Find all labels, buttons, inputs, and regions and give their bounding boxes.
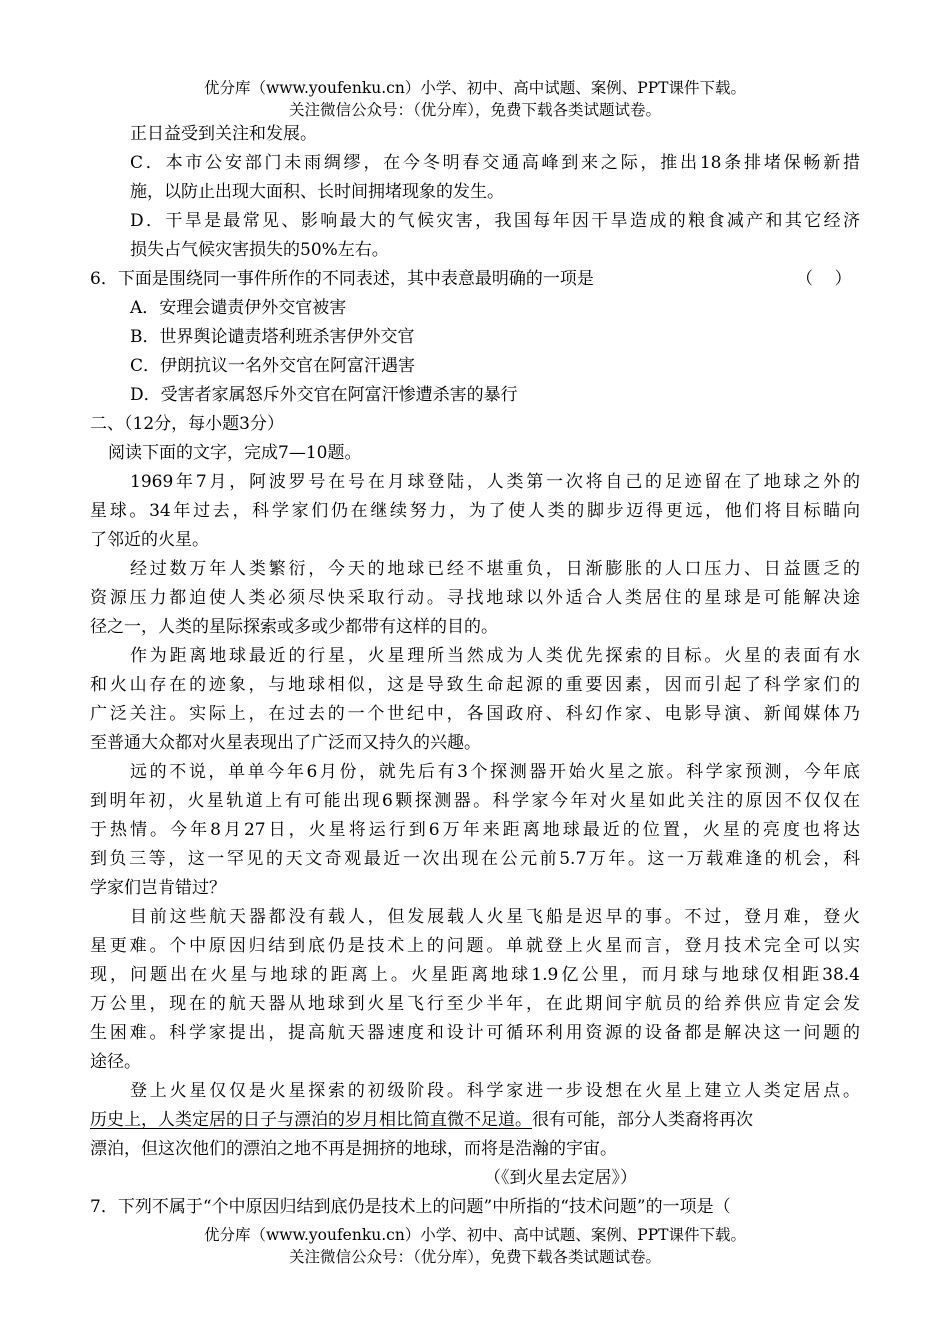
passage-p1-line1: 1969年7月，阿波罗号在号在月球登陆，人类第一次将自己的足迹留在了地球之外的 — [130, 472, 860, 492]
q5-option-d-line2: 损失占气候灾害损失的50%左右。 — [130, 240, 389, 260]
q5-option-c-line2: 施，以防止出现大面积、长时间拥堵现象的发生。 — [130, 182, 504, 202]
passage-p1-line2: 星球。34年过去，科学家们仍在继续努力，为了使人类的脚步迈得更远，他们将目标瞄向 — [90, 501, 860, 521]
footer-line-2: 关注微信公众号：（优分库），免费下载各类试题试卷。 — [288, 1248, 661, 1266]
passage-source: （《到火星去定居》） — [484, 1168, 637, 1188]
passage-p6-line3: 漂泊，但这次他们的漂泊之地不再是拥挤的地球，而将是浩瀚的宇宙。 — [90, 1139, 617, 1159]
q6-option-d: D．受害者家属怒斥外交官在阿富汗惨遭杀害的暴行 — [130, 385, 518, 405]
passage-p3-line4: 至普通大众都对火星表现出了广泛而又持久的兴趣。 — [90, 733, 481, 753]
passage-p5-line5: 生困难。科学家提出，提高航天器速度和设计可循环利用资源的设备都是解决这一问题的 — [90, 1023, 860, 1043]
passage-p4-line5: 学家们岂肯错过？ — [90, 878, 226, 898]
q5-option-d-line1: D．干旱是最常见、影响最大的气候灾害，我国每年因干旱造成的粮食减产和其它经济 — [130, 211, 860, 231]
passage-p3-line2: 和火山存在的迹象，与地球相似，这是导致生命起源的重要因素，因而引起了科学家们的 — [90, 675, 860, 695]
passage-p5-line2: 星更难。个中原因归结到底仍是技术上的问题。单就登上火星而言，登月技术完全可以实 — [90, 936, 860, 956]
q6-option-b: B．世界舆论谴责塔利班杀害伊外交官 — [130, 327, 415, 347]
header-line-1: 优分库（www.youfenku.cn）小学、初中、高中试题、案例、PPT课件下载。 — [203, 79, 747, 97]
passage-p2-line3: 径之一，人类的星际探索或多或少都带有这样的目的。 — [90, 617, 498, 637]
passage-p6-line2-rest: 很有可能，部分人类裔将再次 — [532, 1110, 753, 1130]
passage-p4-line2: 到明年初，火星轨道上有可能出现6颗探测器。科学家今年对火星如此关注的原因不仅仅在 — [90, 791, 860, 811]
header-line-2: 关注微信公众号：（优分库），免费下载各类试题试卷。 — [288, 101, 661, 119]
passage-p3-line3: 广泛关注。实际上，在过去的一个世纪中，各国政府、科幻作家、电影导演、新闻媒体乃 — [90, 704, 860, 724]
q6-answer-paren: （ ） — [796, 269, 852, 289]
q6-option-c: C．伊朗抗议一名外交官在阿富汗遇害 — [130, 356, 416, 376]
section-instruction: 阅读下面的文字，完成7—10题。 — [108, 443, 362, 463]
passage-p5-line3: 现，问题出在火星与地球的距离上。火星距离地球1.9亿公里，而月球与地球仅相距38.4 — [90, 965, 860, 985]
footer-line-1: 优分库（www.youfenku.cn）小学、初中、高中试题、案例、PPT课件下载。 — [203, 1226, 747, 1244]
q7-stem: 7．下列不属于“个中原因归结到底仍是技术上的问题”中所指的“技术问题”的一项是（ — [90, 1197, 731, 1217]
passage-p6-line1: 登上火星仅仅是火星探索的初级阶段。科学家进一步设想在火星上建立人类定居点。 — [130, 1081, 860, 1101]
passage-p2-line1: 经过数万年人类繁衍，今天的地球已经不堪重负，日渐膨胀的人口压力、日益匮乏的 — [130, 559, 860, 579]
q5-option-b-tail: 正日益受到关注和发展。 — [130, 124, 317, 144]
passage-p6-line2 — [90, 1109, 860, 1131]
passage-p5-line6: 途径。 — [90, 1052, 141, 1072]
passage-p1-line3: 了邻近的火星。 — [90, 530, 209, 550]
section-heading: 二、（12分，每小题3分） — [90, 414, 284, 434]
passage-p3-line1: 作为距离地球最近的行星，火星理所当然成为人类优先探索的目标。火星的表面有水 — [130, 646, 860, 666]
underlined-sentence: 历史上，人类定居的日子与漂泊的岁月相比简直微不足道。 — [90, 1110, 532, 1130]
q6-stem: 6．下面是围绕同一事件所作的不同表述，其中表意最明确的一项是 — [90, 269, 594, 289]
passage-p4-line1: 远的不说，单单今年6月份，就先后有3个探测器开始火星之旅。科学家预测，今年底 — [130, 762, 860, 782]
q5-option-c-line1: C．本市公安部门未雨绸缪，在今冬明春交通高峰到来之际，推出18条排堵保畅新措 — [130, 153, 860, 173]
passage-p5-line1: 目前这些航天器都没有载人，但发展载人火星飞船是迟早的事。不过，登月难，登火 — [130, 907, 860, 927]
passage-p4-line3: 于热情。今年8月27日，火星将运行到6万年来距离地球最近的位置，火星的亮度也将达 — [90, 820, 860, 840]
q6-option-a: A．安理会谴责伊外交官被害 — [130, 298, 347, 318]
passage-p4-line4: 到负三等，这一罕见的天文奇观最近一次出现在公元前5.7万年。这一万载难逢的机会，科 — [90, 849, 860, 869]
passage-p2-line2: 资源压力都迫使人类必须尽快采取行动。寻找地球以外适合人类居住的星球是可能解决途 — [90, 588, 860, 608]
passage-p5-line4: 万公里，现在的航天器从地球到火星飞行至少半年，在此期间宇航员的给养供应肯定会发 — [90, 994, 860, 1014]
